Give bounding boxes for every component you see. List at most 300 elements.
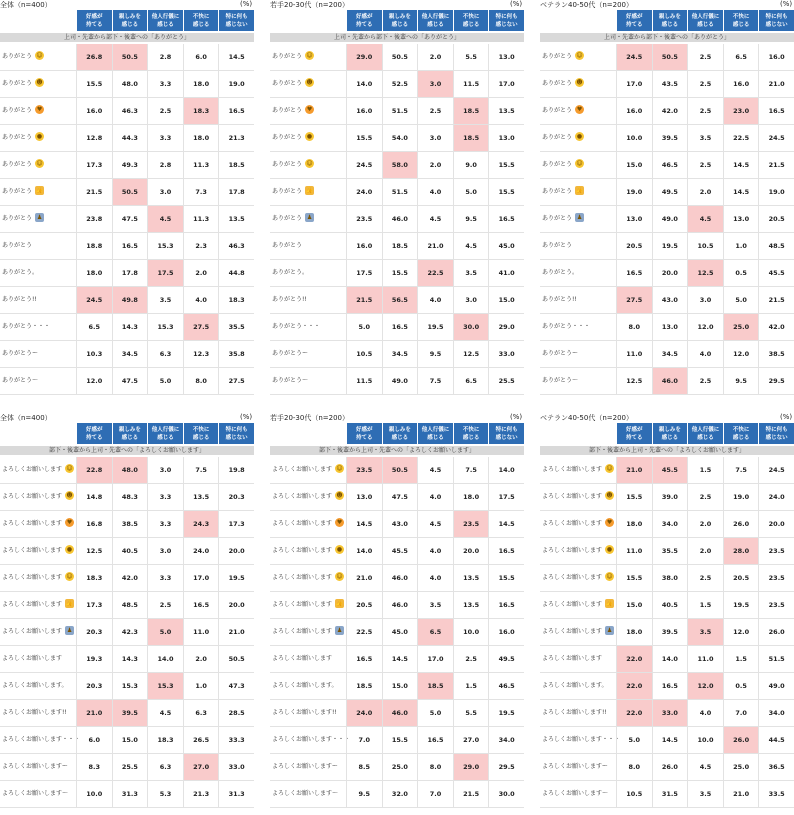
value-cell: 3.3	[147, 484, 183, 510]
value-cell: 14.0	[147, 646, 183, 672]
row-label	[542, 341, 578, 367]
value-cell: 9.5	[346, 781, 382, 807]
value-cell: 26.0	[652, 754, 688, 780]
column-header: 特に何も 感じない	[758, 423, 794, 444]
row-label-text: よろしくお願いします	[272, 547, 333, 554]
value-cell: 2.5	[417, 98, 453, 124]
value-cell: 14.5	[652, 727, 688, 753]
value-cell: 16.5	[112, 233, 148, 259]
value-cell: 1.5	[723, 646, 759, 672]
value-cell: 19.0	[218, 71, 254, 97]
row-label	[542, 125, 584, 151]
value-cell: 12.3	[183, 341, 219, 367]
row-label-text: ありがとう	[272, 107, 303, 114]
value-cell: 20.5	[346, 592, 382, 618]
value-cell: 2.8	[147, 44, 183, 70]
smile-icon: ☺	[606, 465, 613, 472]
value-cell: 18.8	[76, 233, 112, 259]
value-cell: 18.5	[453, 125, 489, 151]
value-cell: 26.0	[723, 727, 759, 753]
value-cell: 12.0	[687, 673, 723, 699]
value-cell: 17.0	[183, 565, 219, 591]
value-cell: 17.8	[112, 260, 148, 286]
table-panel	[0, 413, 254, 813]
row-label	[2, 781, 68, 807]
column-header: 不快に 感じる	[183, 10, 219, 31]
row-label	[542, 565, 614, 591]
row-label	[272, 341, 308, 367]
section-subheader: 上司・先輩から部下・後輩への「ありがとう」	[270, 33, 524, 42]
value-cell: 23.5	[758, 592, 794, 618]
table-row	[540, 287, 794, 314]
value-cell: 18.3	[218, 287, 254, 313]
laugh-tears-icon: ☻	[36, 79, 43, 86]
row-label	[272, 179, 314, 205]
thumbs-up-icon: 👍	[575, 187, 584, 194]
row-label	[542, 592, 614, 618]
table-row	[270, 314, 524, 341]
row-label	[272, 619, 344, 645]
table-row	[270, 457, 524, 484]
table-row	[540, 565, 794, 592]
value-cell: 12.0	[687, 314, 723, 340]
smile-icon: ☺	[336, 465, 343, 472]
unit-label: (%)	[780, 0, 793, 8]
value-cell: 11.0	[616, 538, 652, 564]
value-cell: 10.0	[453, 619, 489, 645]
row-label-text: ありがとう	[272, 53, 303, 60]
value-cell: 36.5	[758, 754, 794, 780]
value-cell: 47.3	[218, 673, 254, 699]
value-cell: 6.5	[453, 368, 489, 394]
table-row	[540, 538, 794, 565]
table-row	[270, 341, 524, 368]
thumbs-up-icon: 👍	[65, 600, 74, 607]
row-label-text: ありがとう	[2, 53, 33, 60]
row-label	[2, 152, 44, 178]
value-cell: 12.0	[723, 619, 759, 645]
value-cell: 5.0	[417, 700, 453, 726]
row-label-text: ありがとう	[272, 80, 303, 87]
value-cell: 24.5	[346, 152, 382, 178]
panel-title: ベテラン40-50代（n=200）	[540, 414, 634, 422]
value-cell: 46.0	[382, 592, 418, 618]
bowing-person-icon: ♟	[576, 214, 583, 221]
value-cell: 14.0	[346, 538, 382, 564]
row-label-text: よろしくお願いします～	[272, 790, 339, 797]
value-cell: 34.0	[488, 727, 524, 753]
value-cell: 50.5	[382, 457, 418, 483]
value-cell: 4.5	[417, 511, 453, 537]
table-row	[270, 700, 524, 727]
table-row	[540, 125, 794, 152]
value-cell: 34.0	[758, 700, 794, 726]
value-cell: 46.0	[382, 206, 418, 232]
value-cell: 45.0	[488, 233, 524, 259]
row-label	[542, 152, 584, 178]
value-cell: 15.0	[488, 287, 524, 313]
value-cell: 33.3	[218, 727, 254, 753]
table-panel	[270, 0, 524, 400]
table-row	[540, 484, 794, 511]
row-label	[542, 646, 602, 672]
value-cell: 1.5	[687, 457, 723, 483]
row-label-text: ありがとう	[542, 53, 573, 60]
value-cell: 48.5	[112, 592, 148, 618]
row-label-text: ありがとう。	[272, 269, 309, 276]
value-cell: 5.0	[616, 727, 652, 753]
value-cell: 15.5	[346, 125, 382, 151]
value-cell: 13.0	[488, 44, 524, 70]
row-label-text: ありがとう	[272, 215, 303, 222]
kiss-icon: ☺	[606, 573, 613, 580]
row-label-text: ありがとう	[2, 188, 33, 195]
table-row	[540, 592, 794, 619]
value-cell: 43.0	[652, 287, 688, 313]
value-cell: 16.5	[417, 727, 453, 753]
heart-eyes-icon: ♥	[36, 106, 43, 113]
row-label	[542, 538, 614, 564]
value-cell: 16.5	[488, 592, 524, 618]
kiss-icon: ☺	[66, 573, 73, 580]
value-cell: 10.0	[616, 125, 652, 151]
row-label	[542, 287, 577, 313]
column-header: 好感が 持てる	[76, 10, 112, 31]
value-cell: 26.8	[76, 44, 112, 70]
row-label	[2, 700, 67, 726]
column-header: 特に何も 感じない	[488, 423, 524, 444]
row-label	[272, 98, 314, 124]
value-cell: 4.5	[417, 457, 453, 483]
bowing-person-icon: ♟	[66, 627, 73, 634]
value-cell: 2.5	[687, 565, 723, 591]
value-cell: 5.0	[723, 287, 759, 313]
value-cell: 34.0	[652, 511, 688, 537]
row-label	[272, 781, 338, 807]
value-cell: 12.0	[76, 368, 112, 394]
value-cell: 19.0	[616, 179, 652, 205]
value-cell: 51.5	[382, 179, 418, 205]
row-label-text: よろしくお願いします	[272, 574, 333, 581]
value-cell: 17.0	[488, 71, 524, 97]
value-cell: 7.5	[453, 457, 489, 483]
row-label	[542, 781, 608, 807]
row-label	[542, 260, 578, 286]
value-cell: 10.5	[616, 781, 652, 807]
value-cell: 3.5	[687, 781, 723, 807]
column-header: 他人行儀に 感じる	[147, 423, 183, 444]
value-cell: 26.0	[723, 511, 759, 537]
table-row	[270, 206, 524, 233]
value-cell: 13.0	[488, 125, 524, 151]
sunglasses-icon: ●	[576, 133, 583, 140]
table-panel	[540, 0, 794, 400]
value-cell: 17.3	[218, 511, 254, 537]
value-cell: 11.0	[183, 619, 219, 645]
value-cell: 27.5	[218, 368, 254, 394]
table-row	[0, 179, 254, 206]
value-cell: 16.0	[488, 619, 524, 645]
value-cell: 21.0	[346, 565, 382, 591]
value-cell: 21.0	[616, 457, 652, 483]
value-cell: 18.0	[76, 260, 112, 286]
row-label-text: ありがとう	[542, 242, 573, 249]
unit-label: (%)	[510, 413, 523, 421]
value-cell: 6.0	[183, 44, 219, 70]
row-label	[272, 673, 338, 699]
row-label-text: よろしくお願いします	[2, 520, 63, 527]
value-cell: 13.0	[723, 206, 759, 232]
value-cell: 5.3	[147, 781, 183, 807]
value-cell: 46.5	[652, 152, 688, 178]
table-row	[270, 781, 524, 808]
column-header: 特に何も 感じない	[218, 10, 254, 31]
table-row	[270, 754, 524, 781]
value-cell: 22.0	[616, 700, 652, 726]
table-row	[540, 700, 794, 727]
value-cell: 24.5	[758, 125, 794, 151]
value-cell: 2.0	[183, 646, 219, 672]
value-cell: 39.5	[652, 619, 688, 645]
row-label	[2, 44, 44, 70]
row-label	[542, 98, 584, 124]
value-cell: 18.5	[346, 673, 382, 699]
row-label	[272, 457, 344, 483]
value-cell: 3.3	[147, 71, 183, 97]
table-row	[270, 44, 524, 71]
row-label	[542, 71, 584, 97]
value-cell: 15.5	[76, 71, 112, 97]
value-cell: 2.3	[183, 233, 219, 259]
value-cell: 0.5	[723, 260, 759, 286]
value-cell: 19.5	[218, 565, 254, 591]
row-label-text: ありがとう・・・	[542, 323, 591, 330]
unit-label: (%)	[240, 0, 253, 8]
table-row	[0, 727, 254, 754]
value-cell: 25.0	[382, 754, 418, 780]
value-cell: 46.3	[218, 233, 254, 259]
table-row	[0, 44, 254, 71]
value-cell: 21.5	[453, 781, 489, 807]
row-label-text: よろしくお願いします	[2, 493, 63, 500]
value-cell: 8.0	[417, 754, 453, 780]
row-label	[542, 619, 614, 645]
value-cell: 6.3	[147, 341, 183, 367]
value-cell: 12.8	[76, 125, 112, 151]
row-label	[2, 484, 74, 510]
row-label	[272, 592, 344, 618]
unit-label: (%)	[240, 413, 253, 421]
bowing-person-icon: ♟	[36, 214, 43, 221]
row-label-text: よろしくお願いしますー	[272, 763, 338, 770]
value-cell: 50.5	[112, 44, 148, 70]
row-label-text: よろしくお願いします!!	[2, 709, 67, 716]
table-row	[540, 673, 794, 700]
value-cell: 6.3	[147, 754, 183, 780]
row-label	[2, 368, 38, 394]
value-cell: 2.5	[687, 98, 723, 124]
table-row	[270, 538, 524, 565]
value-cell: 23.5	[346, 206, 382, 232]
value-cell: 21.5	[76, 179, 112, 205]
column-header: 特に何も 感じない	[758, 10, 794, 31]
row-label-text: ありがとう	[542, 215, 573, 222]
value-cell: 33.0	[652, 700, 688, 726]
value-cell: 24.0	[346, 700, 382, 726]
value-cell: 14.5	[723, 179, 759, 205]
value-cell: 33.0	[488, 341, 524, 367]
value-cell: 24.5	[76, 287, 112, 313]
smile-icon: ☺	[306, 52, 313, 59]
column-header: 親しみを 感じる	[652, 423, 688, 444]
value-cell: 2.5	[687, 71, 723, 97]
row-label	[272, 700, 337, 726]
sunglasses-icon: ●	[36, 133, 43, 140]
row-label-text: ありがとう	[2, 107, 33, 114]
row-label	[542, 727, 620, 753]
value-cell: 2.5	[687, 368, 723, 394]
row-label	[2, 260, 38, 286]
value-cell: 18.0	[616, 511, 652, 537]
value-cell: 49.8	[112, 287, 148, 313]
table-row	[0, 538, 254, 565]
value-cell: 9.5	[723, 368, 759, 394]
table-row	[540, 368, 794, 395]
column-header: 不快に 感じる	[183, 423, 219, 444]
value-cell: 31.3	[112, 781, 148, 807]
column-header: 不快に 感じる	[723, 10, 759, 31]
value-cell: 42.3	[112, 619, 148, 645]
row-label-text: よろしくお願いします～	[542, 790, 609, 797]
value-cell: 14.5	[488, 511, 524, 537]
value-cell: 28.0	[723, 538, 759, 564]
value-cell: 38.0	[652, 565, 688, 591]
table-row	[540, 781, 794, 808]
row-label	[2, 206, 44, 232]
value-cell: 3.3	[147, 565, 183, 591]
table-row	[540, 314, 794, 341]
row-label	[2, 619, 74, 645]
value-cell: 18.5	[417, 673, 453, 699]
row-label-text: ありがとう	[542, 161, 573, 168]
table-row	[0, 368, 254, 395]
value-cell: 6.0	[76, 727, 112, 753]
value-cell: 50.5	[218, 646, 254, 672]
value-cell: 13.0	[346, 484, 382, 510]
value-cell: 21.0	[76, 700, 112, 726]
value-cell: 19.8	[218, 457, 254, 483]
value-cell: 49.0	[652, 206, 688, 232]
value-cell: 18.0	[453, 484, 489, 510]
value-cell: 13.5	[488, 98, 524, 124]
table-row	[0, 341, 254, 368]
value-cell: 16.0	[346, 98, 382, 124]
row-label-text: ありがとう	[2, 80, 33, 87]
value-cell: 54.0	[382, 125, 418, 151]
row-label-text: ありがとうー	[2, 350, 39, 357]
value-cell: 21.0	[723, 781, 759, 807]
value-cell: 16.8	[76, 511, 112, 537]
value-cell: 16.5	[488, 206, 524, 232]
value-cell: 11.0	[616, 341, 652, 367]
row-label-text: よろしくお願いします	[2, 574, 63, 581]
row-label	[2, 179, 44, 205]
laugh-tears-icon: ☻	[66, 492, 73, 499]
value-cell: 23.5	[453, 511, 489, 537]
row-label-text: よろしくお願いします	[2, 466, 63, 473]
row-label-text: よろしくお願いします	[542, 655, 603, 662]
table-row	[270, 646, 524, 673]
column-header: 親しみを 感じる	[382, 423, 418, 444]
value-cell: 25.0	[723, 754, 759, 780]
value-cell: 19.5	[652, 233, 688, 259]
table-row	[270, 98, 524, 125]
value-cell: 11.5	[453, 71, 489, 97]
value-cell: 18.3	[76, 565, 112, 591]
value-cell: 3.5	[687, 125, 723, 151]
value-cell: 16.5	[488, 538, 524, 564]
table-row	[270, 484, 524, 511]
value-cell: 22.5	[723, 125, 759, 151]
value-cell: 13.5	[453, 592, 489, 618]
value-cell: 26.5	[183, 727, 219, 753]
row-label-text: ありがとう・・・	[272, 323, 321, 330]
table-row	[0, 754, 254, 781]
value-cell: 4.0	[687, 700, 723, 726]
table-row	[0, 619, 254, 646]
laugh-tears-icon: ☻	[606, 492, 613, 499]
value-cell: 48.3	[112, 484, 148, 510]
bowing-person-icon: ♟	[336, 627, 343, 634]
column-header: 好感が 持てる	[616, 10, 652, 31]
row-label	[542, 754, 608, 780]
column-header: 他人行儀に 感じる	[417, 423, 453, 444]
table-row	[540, 260, 794, 287]
value-cell: 48.0	[112, 71, 148, 97]
value-cell: 24.5	[758, 457, 794, 483]
value-cell: 7.3	[183, 179, 219, 205]
value-cell: 30.0	[453, 314, 489, 340]
value-cell: 42.0	[112, 565, 148, 591]
table-row	[270, 260, 524, 287]
row-label	[272, 152, 314, 178]
value-cell: 3.3	[147, 511, 183, 537]
value-cell: 2.0	[687, 179, 723, 205]
section-subheader: 上司・先輩から部下・後輩への「ありがとう」	[540, 33, 794, 42]
row-label-text: ありがとう!!	[542, 296, 577, 303]
thumbs-up-icon: 👍	[605, 600, 614, 607]
column-header: 不快に 感じる	[453, 10, 489, 31]
row-label-text: よろしくお願いします	[272, 655, 333, 662]
table-row	[0, 152, 254, 179]
value-cell: 19.0	[758, 179, 794, 205]
value-cell: 3.5	[687, 619, 723, 645]
table-row	[0, 781, 254, 808]
value-cell: 15.5	[488, 565, 524, 591]
value-cell: 2.0	[687, 538, 723, 564]
value-cell: 51.5	[382, 98, 418, 124]
value-cell: 51.5	[758, 646, 794, 672]
value-cell: 49.0	[758, 673, 794, 699]
row-label-text: よろしくお願いします。	[2, 682, 68, 689]
table-row	[0, 484, 254, 511]
value-cell: 50.5	[382, 44, 418, 70]
column-header: 不快に 感じる	[453, 423, 489, 444]
table-row	[540, 511, 794, 538]
row-label-text: よろしくお願いします	[272, 628, 333, 635]
table-row	[270, 727, 524, 754]
panel-title: 若手20-30代（n=200）	[270, 1, 350, 9]
